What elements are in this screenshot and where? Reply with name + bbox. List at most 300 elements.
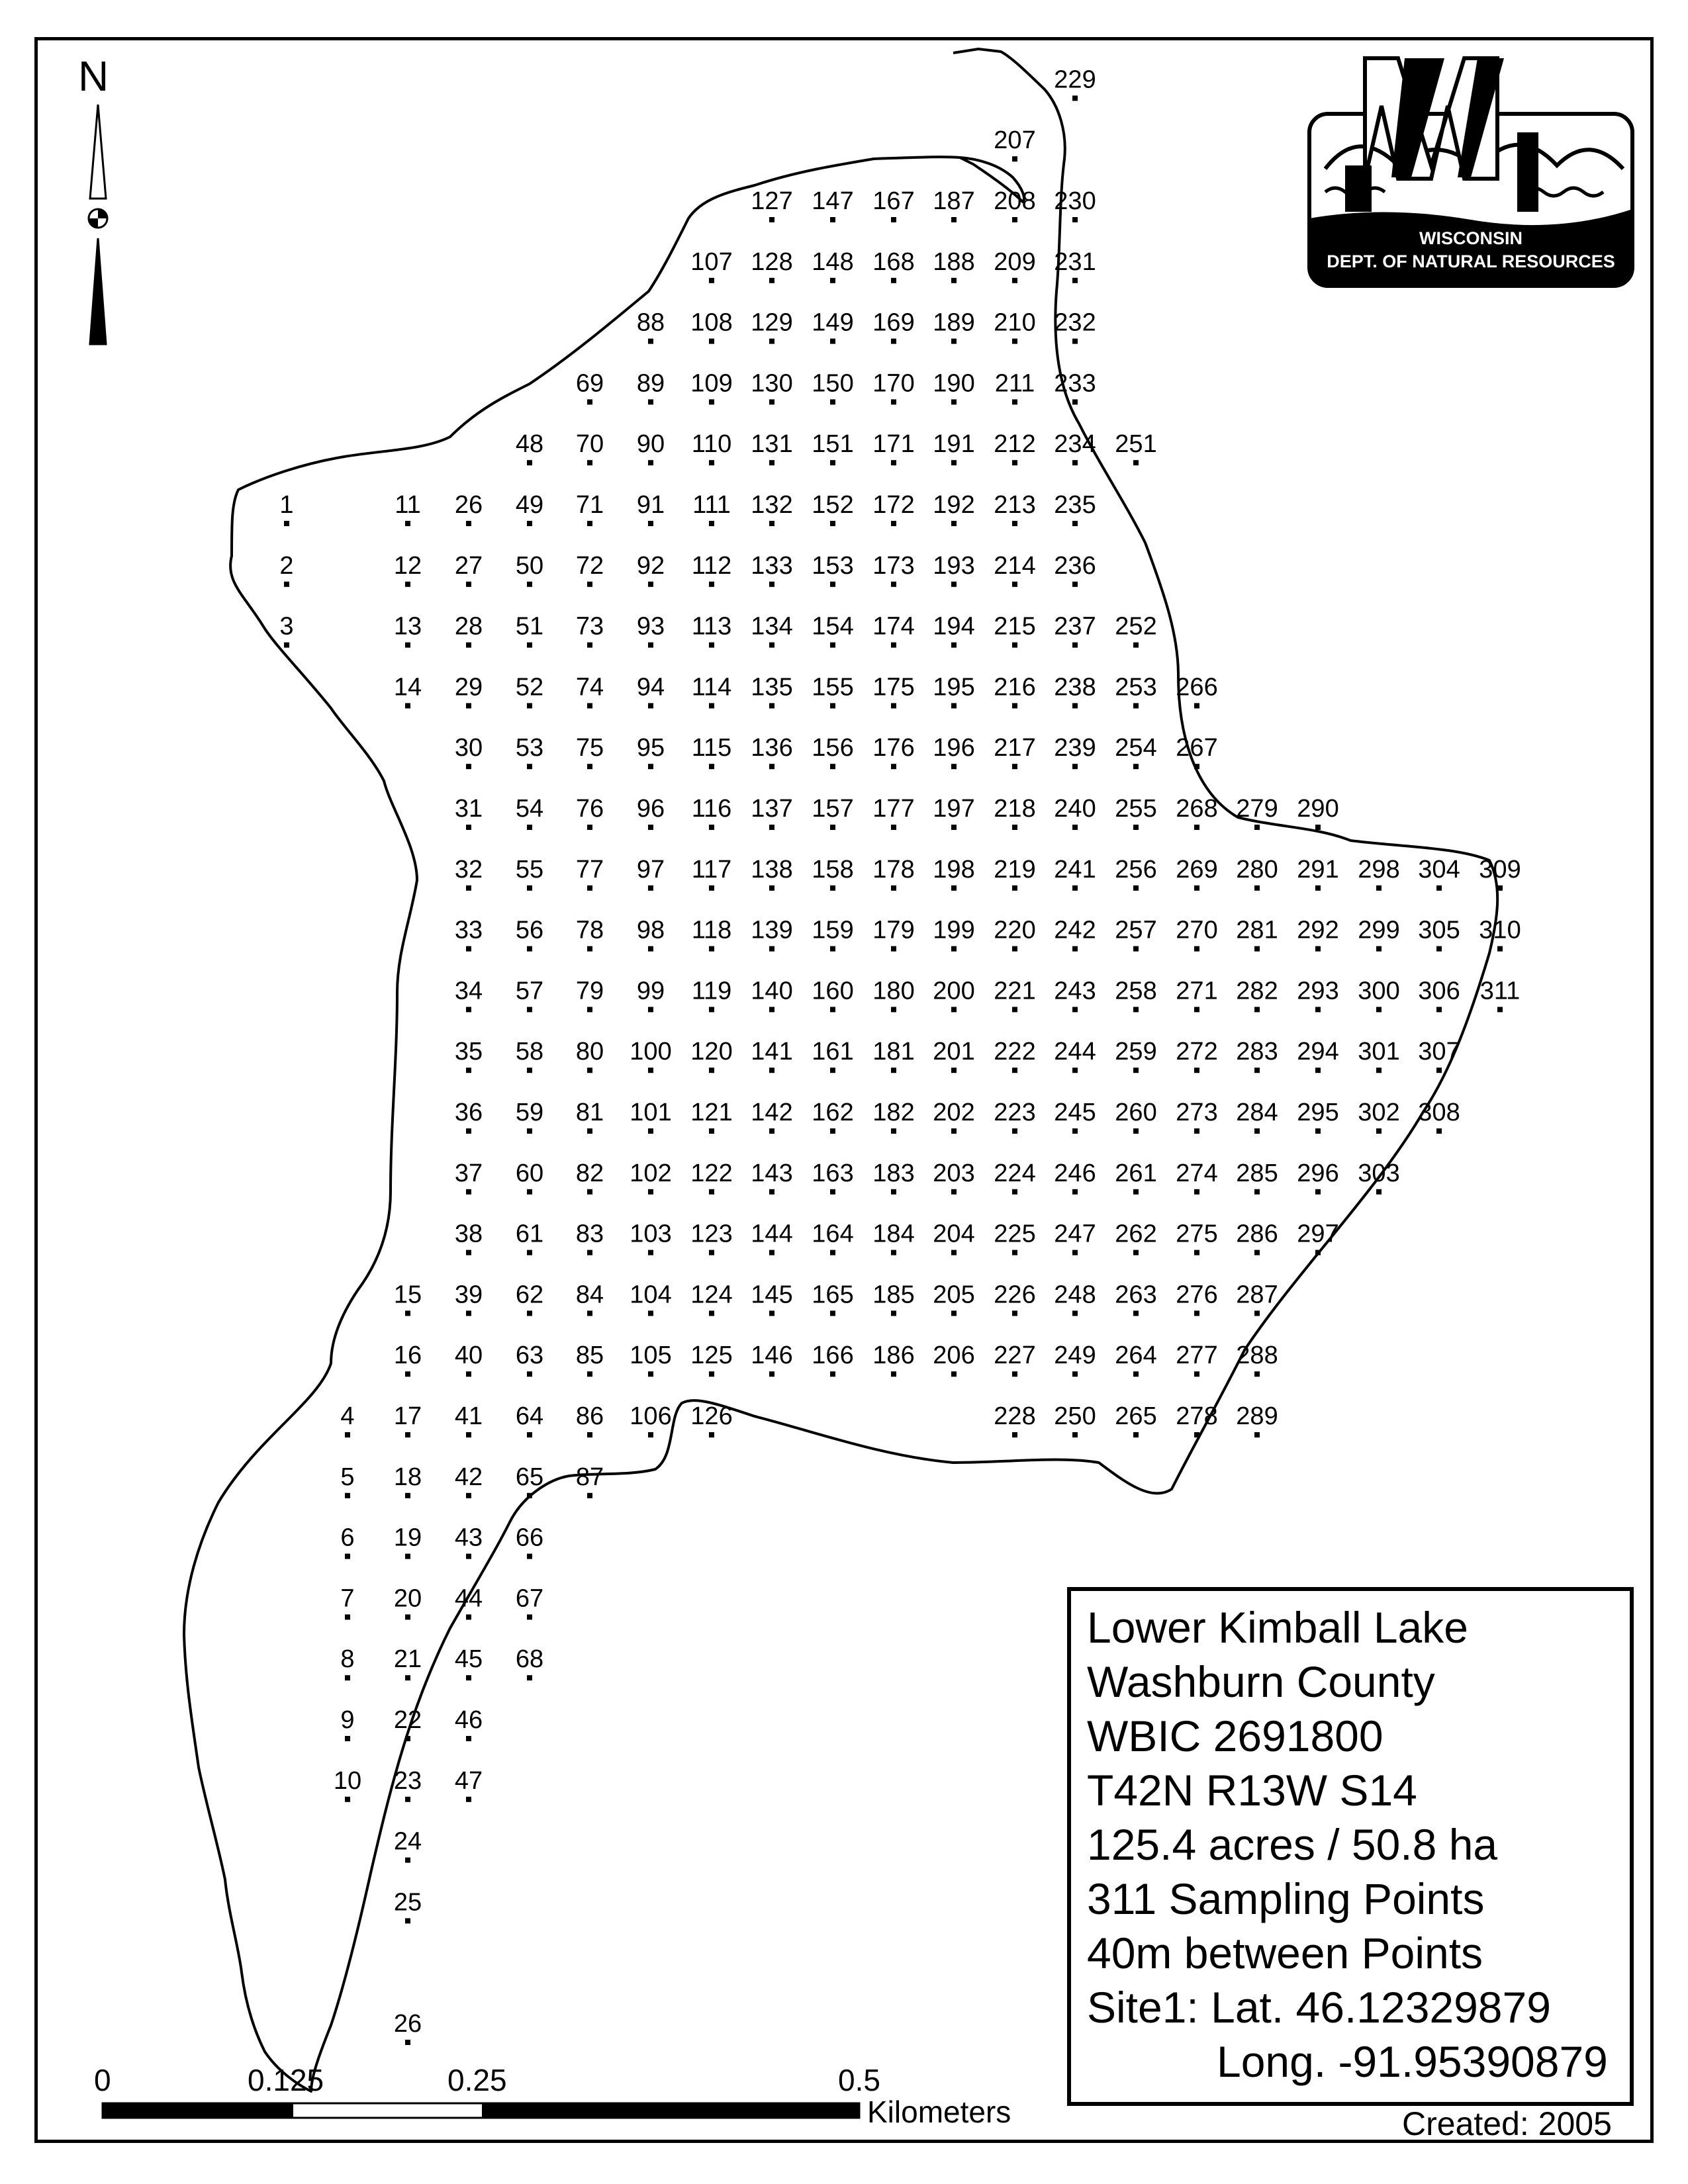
sampling-point-marker xyxy=(769,1371,774,1377)
sampling-point-label: 234 xyxy=(1054,430,1096,459)
sampling-point-label: 182 xyxy=(872,1099,915,1126)
sampling-point-label: 306 xyxy=(1418,977,1460,1005)
sampling-point-marker xyxy=(466,1797,471,1802)
sampling-point-label: 77 xyxy=(575,855,604,884)
sampling-point-label: 249 xyxy=(1054,1342,1096,1370)
sampling-point-marker xyxy=(648,582,653,587)
sampling-point-label: 244 xyxy=(1054,1038,1096,1066)
sampling-point-marker xyxy=(466,582,471,587)
sampling-point-marker xyxy=(648,1432,653,1437)
sampling-point-label: 295 xyxy=(1297,1099,1339,1126)
sampling-point-label: 30 xyxy=(454,734,483,762)
sampling-point-label: 96 xyxy=(636,795,665,823)
sampling-point-marker xyxy=(830,460,835,465)
map-info-box xyxy=(1067,1587,1634,2106)
sampling-point-marker xyxy=(769,1310,774,1316)
sampling-point-marker xyxy=(1376,1128,1382,1134)
sampling-point-marker xyxy=(466,1614,471,1619)
sampling-point-label: 105 xyxy=(630,1342,672,1370)
sampling-point-label: 94 xyxy=(636,673,665,702)
sampling-point-label: 270 xyxy=(1176,916,1218,944)
sampling-point-marker xyxy=(709,1007,714,1012)
sampling-point-marker xyxy=(1254,1432,1260,1437)
sampling-point-label: 27 xyxy=(454,551,483,580)
sampling-point-marker xyxy=(769,339,774,344)
sampling-point-marker xyxy=(1133,825,1139,830)
sampling-point-label: 162 xyxy=(812,1099,854,1126)
north-label: N xyxy=(78,52,109,100)
sampling-point-marker xyxy=(951,946,957,952)
sampling-point-marker xyxy=(951,1189,957,1195)
county-name: Washburn County xyxy=(1087,1657,1435,1706)
sampling-point-label: 188 xyxy=(933,248,975,276)
sampling-point-marker xyxy=(466,1250,471,1255)
sampling-point-marker xyxy=(951,399,957,404)
sampling-point-label: 90 xyxy=(636,430,665,459)
sampling-point-label: 160 xyxy=(812,977,854,1005)
sampling-point-label: 222 xyxy=(994,1038,1036,1066)
sampling-point-label: 103 xyxy=(630,1220,672,1248)
sampling-point-marker xyxy=(648,521,653,526)
sampling-point-marker xyxy=(769,217,774,222)
sampling-point-marker xyxy=(1254,1371,1260,1377)
sampling-point-marker xyxy=(830,1068,835,1073)
sampling-point-label: 279 xyxy=(1236,795,1278,823)
scale-unit-label: Kilometers xyxy=(867,2095,1011,2129)
sampling-point-marker xyxy=(769,946,774,952)
sampling-point-marker xyxy=(587,1128,592,1134)
sampling-point-label: 229 xyxy=(1054,66,1096,94)
sampling-point-label: 271 xyxy=(1176,977,1218,1005)
sampling-point-marker xyxy=(891,1007,896,1012)
sampling-point-label: 219 xyxy=(994,855,1036,884)
sampling-point-label: 78 xyxy=(575,916,604,944)
sampling-point-label: 32 xyxy=(454,855,483,884)
sampling-point-marker xyxy=(587,1007,592,1012)
sampling-point-marker xyxy=(527,825,532,830)
sampling-point-label: 236 xyxy=(1054,551,1096,580)
sampling-point-marker xyxy=(1072,1310,1078,1316)
sampling-point-marker xyxy=(1194,886,1199,891)
scale-label-0: 0 xyxy=(94,2063,111,2097)
sampling-point-marker xyxy=(1072,946,1078,952)
sampling-point-marker xyxy=(527,946,532,952)
sampling-point-label: 237 xyxy=(1054,612,1096,641)
sampling-point-marker xyxy=(769,643,774,648)
sampling-point-label: 70 xyxy=(575,430,604,459)
sampling-point-marker xyxy=(527,764,532,769)
sampling-point-label: 29 xyxy=(454,673,483,702)
scale-label-0125: 0.125 xyxy=(248,2063,324,2097)
sampling-point-marker xyxy=(951,643,957,648)
sampling-point-marker xyxy=(709,643,714,648)
sampling-point-marker xyxy=(1436,1007,1442,1012)
sampling-point-label: 15 xyxy=(393,1281,422,1309)
sampling-point-marker xyxy=(466,703,471,708)
sampling-point-label: 104 xyxy=(630,1281,672,1309)
sampling-point-label: 46 xyxy=(454,1706,483,1734)
sampling-point-marker xyxy=(527,1614,532,1619)
sampling-point-marker xyxy=(345,1797,350,1802)
sampling-point-label: 247 xyxy=(1054,1220,1096,1248)
sampling-point-label: 22 xyxy=(393,1706,422,1734)
lake-area: 125.4 acres / 50.8 ha xyxy=(1087,1820,1498,1869)
sampling-point-label: 31 xyxy=(454,795,483,823)
sampling-point-label: 288 xyxy=(1236,1342,1278,1370)
sampling-point-label: 76 xyxy=(575,795,604,823)
sampling-point-marker xyxy=(1133,764,1139,769)
sampling-point-marker xyxy=(951,217,957,222)
sampling-point-marker xyxy=(587,1189,592,1195)
sampling-point-label: 106 xyxy=(630,1402,672,1430)
sampling-point-marker xyxy=(1012,946,1017,952)
scale-bar xyxy=(103,2103,859,2118)
sampling-point-label: 121 xyxy=(690,1099,733,1126)
sampling-point-marker xyxy=(709,339,714,344)
sampling-point-marker xyxy=(709,1068,714,1073)
sampling-point-label: 159 xyxy=(812,916,854,944)
sampling-point-label: 135 xyxy=(751,673,793,702)
sampling-point-label: 50 xyxy=(515,551,544,580)
sampling-point-marker xyxy=(1194,1432,1199,1437)
sampling-point-marker xyxy=(951,582,957,587)
sampling-point-marker xyxy=(527,1068,532,1073)
sampling-point-marker xyxy=(1012,217,1017,222)
sampling-point-label: 174 xyxy=(872,612,915,641)
sampling-point-label: 285 xyxy=(1236,1159,1278,1187)
sampling-point-label: 299 xyxy=(1358,916,1400,944)
sampling-point-label: 184 xyxy=(872,1220,915,1248)
sampling-point-marker xyxy=(405,1736,410,1741)
sampling-point-label: 92 xyxy=(636,551,665,580)
sampling-point-label: 86 xyxy=(575,1402,604,1430)
sampling-point-label: 111 xyxy=(692,491,731,519)
sampling-point-marker xyxy=(891,278,896,283)
township-range-section: T42N R13W S14 xyxy=(1087,1766,1417,1815)
sampling-point-marker xyxy=(284,582,289,587)
sampling-point-label: 171 xyxy=(872,430,915,459)
sampling-point-label: 150 xyxy=(812,369,854,398)
sampling-point-marker xyxy=(891,764,896,769)
sampling-point-marker xyxy=(1254,946,1260,952)
sampling-point-marker xyxy=(527,1554,532,1559)
sampling-point-marker xyxy=(527,703,532,708)
sampling-point-label: 290 xyxy=(1297,795,1339,823)
sampling-point-label: 19 xyxy=(393,1524,422,1552)
sampling-point-label: 75 xyxy=(575,734,604,762)
sampling-point-label: 115 xyxy=(691,734,732,762)
sampling-point-marker xyxy=(891,703,896,708)
sampling-point-label: 202 xyxy=(933,1099,975,1126)
sampling-point-label: 164 xyxy=(812,1220,854,1248)
sampling-point-label: 153 xyxy=(812,551,854,580)
sampling-point-marker xyxy=(345,1736,350,1741)
sampling-point-label: 6 xyxy=(340,1524,355,1552)
sampling-point-marker xyxy=(891,521,896,526)
sampling-point-marker xyxy=(405,521,410,526)
sampling-point-marker xyxy=(1072,582,1078,587)
sampling-point-marker xyxy=(769,399,774,404)
sampling-point-label: 243 xyxy=(1054,977,1096,1005)
sampling-point-marker xyxy=(405,2040,410,2045)
sampling-point-marker xyxy=(709,582,714,587)
sampling-point-marker xyxy=(1315,946,1321,952)
sampling-point-marker xyxy=(587,1371,592,1377)
sampling-point-marker xyxy=(1072,703,1078,708)
sampling-point-marker xyxy=(769,886,774,891)
sampling-point-label: 5 xyxy=(340,1463,355,1491)
sampling-point-marker xyxy=(1254,825,1260,830)
sampling-point-label: 212 xyxy=(994,430,1036,459)
sampling-point-label: 141 xyxy=(751,1038,793,1066)
sampling-point-marker xyxy=(709,521,714,526)
sampling-point-label: 273 xyxy=(1176,1099,1218,1126)
sampling-point-marker xyxy=(405,1675,410,1680)
sampling-point-marker xyxy=(405,1918,410,1923)
sampling-point-label: 89 xyxy=(636,369,665,398)
sampling-point-label: 25 xyxy=(393,1888,422,1917)
sampling-point-label: 42 xyxy=(454,1463,483,1491)
sampling-point-label: 173 xyxy=(872,551,915,580)
sampling-point-label: 254 xyxy=(1115,734,1157,762)
sampling-point-marker xyxy=(648,825,653,830)
sampling-point-label: 240 xyxy=(1054,795,1096,823)
sampling-point-label: 197 xyxy=(933,795,975,823)
sampling-point-marker xyxy=(587,825,592,830)
sampling-point-marker xyxy=(466,521,471,526)
sampling-point-label: 272 xyxy=(1176,1038,1218,1066)
sampling-point-marker xyxy=(1254,1128,1260,1134)
sampling-point-marker xyxy=(1012,825,1017,830)
sampling-point-marker xyxy=(1133,886,1139,891)
sampling-point-label: 242 xyxy=(1054,916,1096,944)
sampling-point-marker xyxy=(830,217,835,222)
sampling-point-marker xyxy=(709,825,714,830)
sampling-point-label: 264 xyxy=(1115,1342,1157,1370)
sampling-point-label: 73 xyxy=(575,612,604,641)
sampling-point-label: 216 xyxy=(994,673,1036,702)
sampling-point-label: 2 xyxy=(279,551,294,580)
sampling-point-marker xyxy=(951,1128,957,1134)
sampling-point-label: 34 xyxy=(454,977,483,1005)
sampling-point-marker xyxy=(466,1128,471,1134)
sampling-point-marker xyxy=(709,1371,714,1377)
sampling-point-marker xyxy=(1072,1250,1078,1255)
sampling-point-label: 146 xyxy=(751,1342,793,1370)
sampling-point-label: 9 xyxy=(340,1706,355,1734)
sampling-point-label: 207 xyxy=(994,126,1036,155)
sampling-point-label: 38 xyxy=(454,1220,483,1248)
sampling-point-marker xyxy=(284,521,289,526)
sampling-point-label: 125 xyxy=(690,1342,733,1370)
sampling-point-marker xyxy=(648,1310,653,1316)
sampling-point-marker xyxy=(891,460,896,465)
sampling-point-marker xyxy=(1315,886,1321,891)
sampling-point-label: 71 xyxy=(575,491,604,519)
sampling-point-label: 297 xyxy=(1297,1220,1339,1248)
sampling-point-marker xyxy=(1133,1371,1139,1377)
sampling-point-marker xyxy=(527,1675,532,1680)
sampling-point-marker xyxy=(466,1310,471,1316)
sampling-point-label: 239 xyxy=(1054,734,1096,762)
sampling-point-marker xyxy=(709,1432,714,1437)
sampling-point-marker xyxy=(1315,1189,1321,1195)
sampling-point-marker xyxy=(709,399,714,404)
sampling-point-marker xyxy=(830,339,835,344)
sampling-point-marker xyxy=(405,1371,410,1377)
sampling-point-marker xyxy=(405,1797,410,1802)
sampling-point-marker xyxy=(709,764,714,769)
sampling-point-marker xyxy=(1012,643,1017,648)
sampling-point-marker xyxy=(1194,825,1199,830)
sampling-point-marker xyxy=(1315,1128,1321,1134)
sampling-point-marker xyxy=(830,582,835,587)
sampling-point-marker xyxy=(1133,703,1139,708)
sampling-point-label: 267 xyxy=(1176,734,1218,762)
sampling-point-marker xyxy=(405,1310,410,1316)
sampling-point-marker xyxy=(830,946,835,952)
sampling-point-label: 311 xyxy=(1479,977,1521,1005)
sampling-point-marker xyxy=(527,886,532,891)
sampling-point-label: 95 xyxy=(636,734,665,762)
sampling-point-label: 176 xyxy=(872,734,915,762)
sampling-point-label: 8 xyxy=(340,1645,355,1674)
sampling-point-label: 304 xyxy=(1418,855,1460,884)
sampling-point-label: 218 xyxy=(994,795,1036,823)
sampling-point-label: 263 xyxy=(1115,1281,1157,1309)
scale-segment-1 xyxy=(103,2103,293,2118)
sampling-point-label: 84 xyxy=(575,1281,604,1309)
sampling-point-marker xyxy=(1315,1068,1321,1073)
sampling-point-marker xyxy=(1012,278,1017,283)
sampling-point-label: 98 xyxy=(636,916,665,944)
sampling-point-marker xyxy=(830,521,835,526)
sampling-point-label: 187 xyxy=(933,187,975,215)
sampling-point-marker xyxy=(951,278,957,283)
sampling-point-label: 199 xyxy=(933,916,975,944)
sampling-point-label: 87 xyxy=(575,1463,604,1491)
sampling-point-label: 309 xyxy=(1479,855,1521,884)
sampling-point-marker xyxy=(587,886,592,891)
sampling-point-marker xyxy=(1072,399,1078,404)
sampling-point-marker xyxy=(1072,1128,1078,1134)
sampling-point-marker xyxy=(891,1189,896,1195)
sampling-point-label: 24 xyxy=(393,1827,422,1856)
sampling-point-label: 143 xyxy=(751,1159,793,1187)
sampling-point-label: 258 xyxy=(1115,977,1157,1005)
sampling-point-label: 195 xyxy=(933,673,975,702)
sampling-point-marker xyxy=(587,1250,592,1255)
sampling-point-marker xyxy=(1133,1007,1139,1012)
wbic-code: WBIC 2691800 xyxy=(1087,1711,1383,1760)
sampling-point-label: 228 xyxy=(994,1402,1036,1430)
sampling-point-label: 303 xyxy=(1358,1159,1400,1187)
sampling-point-label: 217 xyxy=(994,734,1036,762)
sampling-point-label: 200 xyxy=(933,977,975,1005)
sampling-point-marker xyxy=(891,1250,896,1255)
sampling-point-label: 233 xyxy=(1054,369,1096,398)
sampling-point-marker xyxy=(951,1310,957,1316)
sampling-point-marker xyxy=(527,1007,532,1012)
sampling-point-label: 57 xyxy=(515,977,544,1005)
sampling-point-marker xyxy=(648,703,653,708)
sampling-point-marker xyxy=(1012,886,1017,891)
sampling-point-marker xyxy=(769,1189,774,1195)
sampling-point-label: 102 xyxy=(630,1159,672,1187)
sampling-point-marker xyxy=(648,643,653,648)
site1-latitude: Site1: Lat. 46.12329879 xyxy=(1087,1983,1551,2032)
sampling-point-marker xyxy=(830,278,835,283)
sampling-point-marker xyxy=(1194,1007,1199,1012)
sampling-point-marker xyxy=(466,643,471,648)
sampling-point-marker xyxy=(466,1736,471,1741)
logo-line-1: WISCONSIN xyxy=(1419,228,1523,248)
sampling-point-label: 130 xyxy=(751,369,793,398)
sampling-point-marker xyxy=(587,460,592,465)
sampling-point-label: 308 xyxy=(1418,1099,1460,1126)
sampling-point-marker xyxy=(951,1068,957,1073)
sampling-point-label: 119 xyxy=(691,977,732,1005)
sampling-point-marker xyxy=(648,946,653,952)
sampling-point-marker xyxy=(466,1189,471,1195)
sampling-point-marker xyxy=(1072,1189,1078,1195)
sampling-point-marker xyxy=(769,1128,774,1134)
sampling-point-label: 74 xyxy=(575,673,604,702)
sampling-point-label: 166 xyxy=(812,1342,854,1370)
sampling-point-marker xyxy=(1133,460,1139,465)
sampling-point-label: 83 xyxy=(575,1220,604,1248)
sampling-point-label: 108 xyxy=(690,308,733,337)
sampling-point-label: 302 xyxy=(1358,1099,1400,1126)
sampling-point-label: 198 xyxy=(933,855,975,884)
sampling-point-label: 266 xyxy=(1176,673,1218,702)
sampling-point-marker xyxy=(1012,156,1017,161)
sampling-point-label: 296 xyxy=(1297,1159,1339,1187)
sampling-point-marker xyxy=(405,703,410,708)
sampling-point-marker xyxy=(891,643,896,648)
sampling-point-label: 72 xyxy=(575,551,604,580)
sampling-point-label: 93 xyxy=(636,612,665,641)
sampling-point-label: 205 xyxy=(933,1281,975,1309)
sampling-point-marker xyxy=(830,764,835,769)
sampling-point-marker xyxy=(1436,1068,1442,1073)
sampling-point-label: 283 xyxy=(1236,1038,1278,1066)
sampling-point-label: 220 xyxy=(994,916,1036,944)
sampling-point-label: 136 xyxy=(751,734,793,762)
sampling-point-label: 48 xyxy=(515,430,544,459)
sampling-point-marker xyxy=(951,886,957,891)
sampling-point-label: 33 xyxy=(454,916,483,944)
sampling-point-label: 192 xyxy=(933,491,975,519)
sampling-point-label: 196 xyxy=(933,734,975,762)
sampling-point-label: 168 xyxy=(872,248,915,276)
sampling-point-label: 44 xyxy=(454,1584,483,1613)
sampling-point-marker xyxy=(587,643,592,648)
sampling-point-label: 210 xyxy=(994,308,1036,337)
sampling-point-label: 54 xyxy=(515,795,544,823)
sampling-point-label: 79 xyxy=(575,977,604,1005)
sampling-point-label: 165 xyxy=(812,1281,854,1309)
sampling-point-marker xyxy=(1012,521,1017,526)
sampling-point-label: 23 xyxy=(393,1766,422,1795)
sampling-point-marker xyxy=(527,582,532,587)
sampling-point-label: 252 xyxy=(1115,612,1157,641)
sampling-point-label: 91 xyxy=(636,491,665,519)
sampling-point-marker xyxy=(769,278,774,283)
sampling-point-label: 248 xyxy=(1054,1281,1096,1309)
sampling-point-label: 60 xyxy=(515,1159,544,1187)
sampling-point-label: 110 xyxy=(691,430,732,459)
